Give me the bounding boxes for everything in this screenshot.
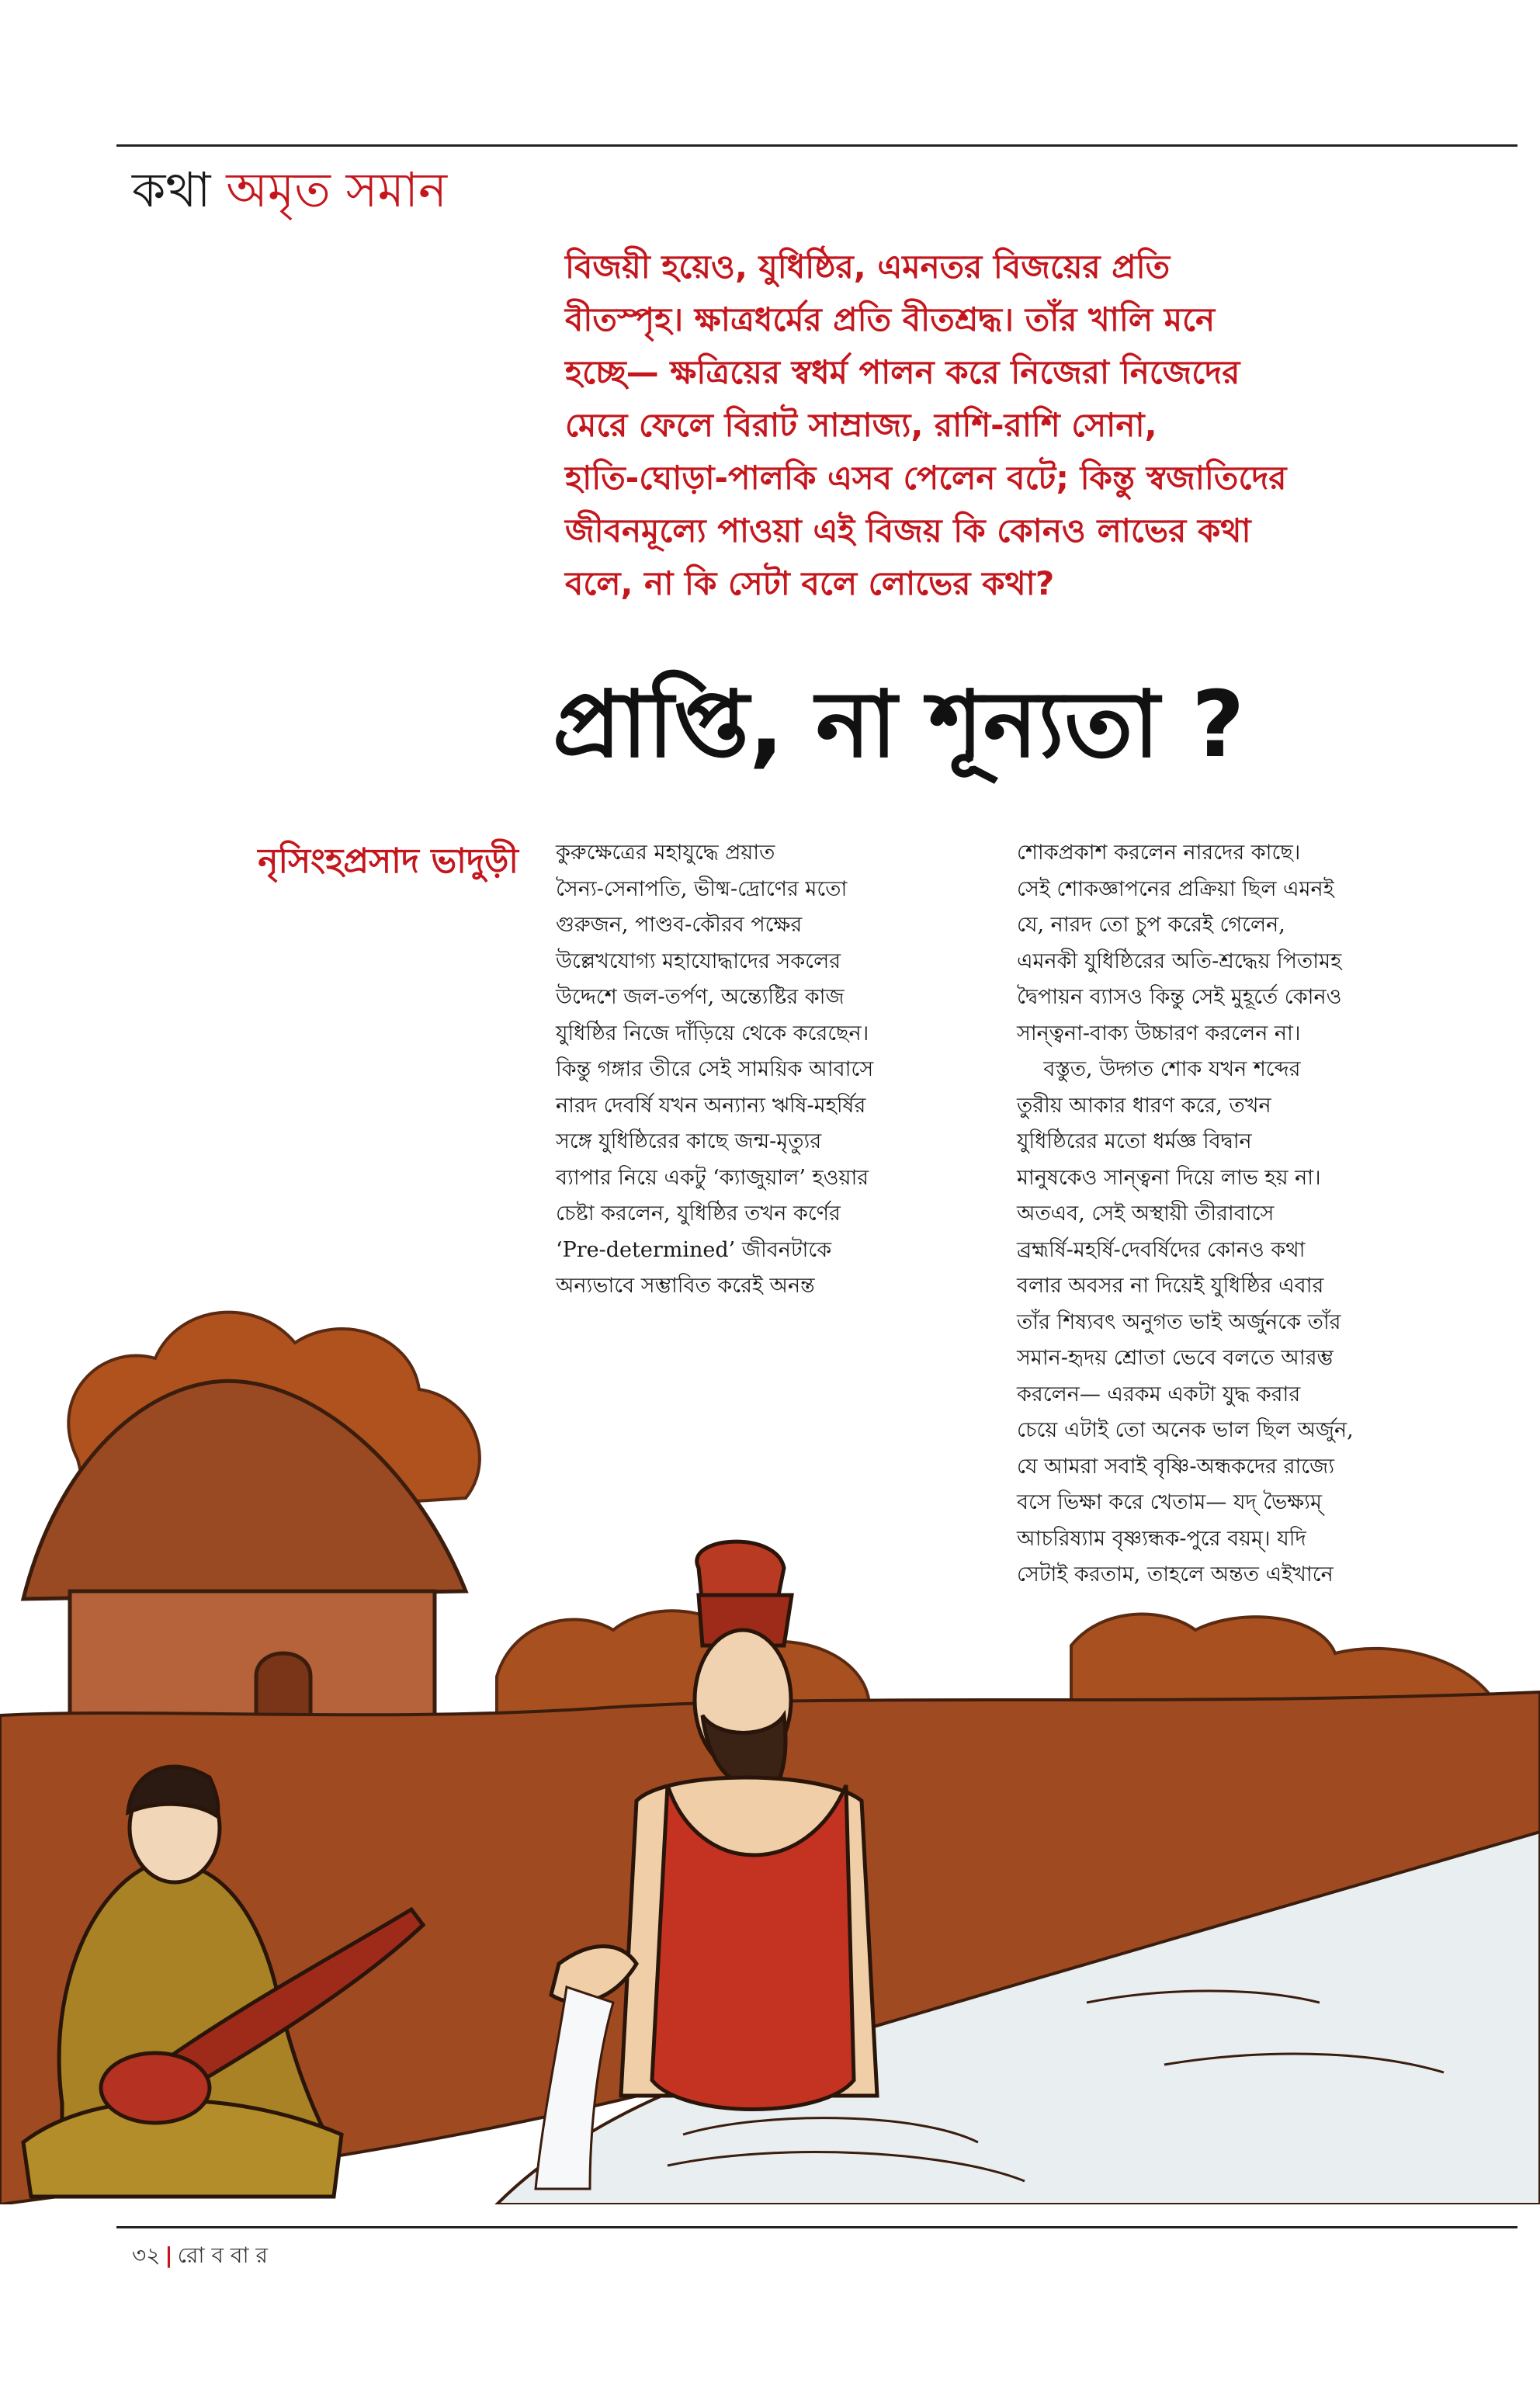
body-line: যে আমরা সবাই বৃষ্ণি-অন্ধকদের রাজ্যে xyxy=(1017,1454,1335,1479)
body-line: শোকপ্রকাশ করলেন নারদের কাছে। xyxy=(1017,841,1301,865)
article-headline: প্রাপ্তি, না শূন্যতা ? xyxy=(553,671,1245,778)
body-line: বলার অবসর না দিয়েই যুধিষ্ঠির এবার xyxy=(1017,1274,1324,1298)
standfirst-line: বীতস্পৃহ। ক্ষাত্রধর্মের প্রতি বীতশ্রদ্ধ। তাঁর খালি মনে xyxy=(565,300,1216,338)
body-line: করলেন— এরকম একটা যুদ্ধ করার xyxy=(1017,1382,1301,1406)
body-line: উল্লেখযোগ্য মহাযোদ্ধাদের সকলের xyxy=(556,949,841,973)
body-line: সমান-হৃদয় শ্রোতা ভেবে বলতে আরম্ভ xyxy=(1017,1346,1334,1370)
body-line: গুরুজন, পাণ্ডব-কৌরব পক্ষের xyxy=(556,913,803,937)
standfirst-line: বিজয়ী হয়েও, যুধিষ্ঠির, এমনতর বিজয়ের প্রতি xyxy=(565,248,1171,286)
standfirst-line: হাতি-ঘোড়া-পালকি এসব পেলেন বটে; কিন্তু স্বজাতিদের xyxy=(565,459,1287,497)
author-byline: নৃসিংহপ্রসাদ ভাদুড়ী xyxy=(258,841,519,881)
page-footer xyxy=(132,2240,268,2271)
bottom-rule xyxy=(116,2226,1517,2228)
body-line: চেষ্টা করলেন, যুধিষ্ঠির তখন কর্ণের xyxy=(556,1202,841,1226)
standfirst-line: মেরে ফেলে বিরাট সাম্রাজ্য, রাশি-রাশি সোনা, xyxy=(565,406,1157,444)
page-number: ৩২ xyxy=(132,2242,161,2268)
body-line: ‘Pre-determined’ জীবনটাকে xyxy=(556,1237,832,1262)
body-line: যে, নারদ তো চুপ করেই গেলেন, xyxy=(1017,913,1285,937)
body-line: অতএব, সেই অস্থায়ী তীরাবাসে xyxy=(1017,1202,1275,1226)
section-prefix: কথা xyxy=(132,161,211,218)
section-highlight: অমৃত সমান xyxy=(226,161,447,218)
section-header xyxy=(132,159,447,221)
body-line: সেই শোকজ্ঞাপনের প্রক্রিয়া ছিল এমনই xyxy=(1017,876,1334,901)
body-line: অন্যভাবে সম্ভাবিত করেই অনন্ত xyxy=(556,1274,815,1298)
body-line: নারদ দেবর্ষি যখন অন্যান্য ঋষি-মহর্ষির xyxy=(556,1093,866,1118)
top-rule xyxy=(116,144,1517,147)
body-line: সান্ত্বনা-বাক্য উচ্চারণ করলেন না। xyxy=(1017,1021,1301,1046)
publication-name: রো ব বা র xyxy=(177,2242,268,2268)
body-column-1 xyxy=(556,835,990,1305)
body-line: দ্বৈপায়ন ব্যাসও কিন্তু সেই মুহূর্তে কোনও xyxy=(1017,985,1342,1009)
standfirst-line: হচ্ছে— ক্ষত্রিয়ের স্বধর্ম পালন করে নিজেরা নিজেদের xyxy=(565,353,1240,391)
body-line: তুরীয় আকার ধারণ করে, তখন xyxy=(1017,1093,1271,1118)
body-line: উদ্দেশে জল-তর্পণ, অন্ত্যেষ্টির কাজ xyxy=(556,985,845,1009)
body-line: আচরিষ্যাম বৃষ্ণ্যন্ধক-পুরে বয়ম্। যদি xyxy=(1017,1526,1306,1551)
body-line: যুধিষ্ঠির নিজে দাঁড়িয়ে থেকে করেছেন। xyxy=(556,1021,869,1046)
body-line: এমনকী যুধিষ্ঠিরের অতি-শ্রদ্ধেয় পিতামহ xyxy=(1017,949,1342,973)
standfirst-line: জীবনমূল্যে পাওয়া এই বিজয় কি কোনও লাভের কথা xyxy=(565,512,1251,550)
footer-separator: | xyxy=(165,2242,173,2268)
body-line: মানুষকেও সান্ত্বনা দিয়ে লাভ হয় না। xyxy=(1017,1165,1321,1190)
body-line: কিন্তু গঙ্গার তীরে সেই সাময়িক আবাসে xyxy=(556,1057,874,1081)
standfirst xyxy=(565,241,1442,610)
body-line: চেয়ে এটাই তো অনেক ভাল ছিল অর্জুন, xyxy=(1017,1418,1354,1442)
body-line: বস্তুত, উদ্গত শোক যখন শব্দের xyxy=(1017,1057,1301,1081)
body-line: সেটাই করতাম, তাহলে অন্তত এইখানে xyxy=(1017,1562,1334,1587)
body-line: সঙ্গে যুধিষ্ঠিরের কাছে জন্ম-মৃত্যুর xyxy=(556,1129,822,1153)
body-line: ব্রহ্মর্ষি-মহর্ষি-দেবর্ষিদের কোনও কথা xyxy=(1017,1237,1306,1262)
body-line: কুরুক্ষেত্রের মহাযুদ্ধে প্রয়াত xyxy=(556,841,775,865)
standfirst-line: বলে, না কি সেটা বলে লোভের কথা? xyxy=(565,564,1055,602)
body-line: ব্যাপার নিয়ে একটু ‘ক্যাজুয়াল’ হওয়ার xyxy=(556,1165,869,1190)
body-line: তাঁর শিষ্যবৎ অনুগত ভাই অর্জুনকে তাঁর xyxy=(1017,1309,1341,1334)
body-line: যুধিষ্ঠিরের মতো ধর্মজ্ঞ বিদ্বান xyxy=(1017,1129,1252,1153)
body-line: সৈন্য-সেনাপতি, ভীষ্ম-দ্রোণের মতো xyxy=(556,876,848,901)
illustration-river-offering xyxy=(0,1242,1540,2204)
body-line: বসে ভিক্ষা করে খেতাম— যদ্ ভৈক্ষ্যম্ xyxy=(1017,1490,1322,1514)
